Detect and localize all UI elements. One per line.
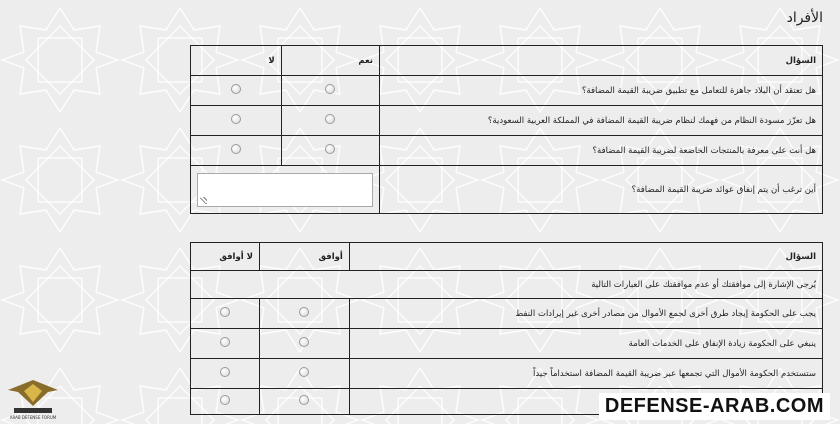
agree-radio[interactable] [299, 367, 309, 377]
disagree-radio[interactable] [220, 367, 230, 377]
table-row [191, 166, 823, 214]
disagree-radio[interactable] [220, 307, 230, 317]
page-title: الأفراد [786, 10, 823, 26]
table-row [191, 106, 823, 136]
question-text: هل أنت على معرفة بالمنتجات الخاضعة لضريبة القيمة المضافة؟ [380, 136, 823, 166]
question-text: هل تعزّز مسودة النظام من فهمك لنظام ضريبة القيمة المضافة في المملكة العربية السعودية؟ [380, 106, 823, 136]
question-text: هل تعتقد أن البلاد جاهزة للتعامل مع تطبيق ضريبة القيمة المضافة؟ [380, 76, 823, 106]
agree-radio[interactable] [299, 337, 309, 347]
question-text: ستستخدم الحكومة الأموال التي تجمعها عبر ضريبة القيمة المضافة استخداماً جيداً [349, 359, 822, 389]
no-radio[interactable] [231, 144, 241, 154]
column-header-disagree: لا أوافق [191, 243, 260, 271]
survey-table-agree-disagree [190, 242, 823, 415]
disagree-radio[interactable] [220, 395, 230, 405]
table-row [191, 329, 823, 359]
column-header-question: السؤال [349, 243, 822, 271]
instruction-text: يُرجى الإشارة إلى موافقتك أو عدم موافقتك على العبارات التالية [191, 271, 823, 299]
column-header-question: السؤال [380, 46, 823, 76]
disagree-radio[interactable] [220, 337, 230, 347]
table-row [191, 299, 823, 329]
yes-radio[interactable] [325, 144, 335, 154]
no-radio[interactable] [231, 84, 241, 94]
column-header-yes: نعم [281, 46, 379, 76]
column-header-no: لا [191, 46, 282, 76]
agree-radio[interactable] [299, 307, 309, 317]
column-header-agree: أوافق [259, 243, 349, 271]
question-text: أين ترغب أن يتم إنفاق عوائد ضريبة القيمة المضافة؟ [380, 166, 823, 214]
site-watermark: DEFENSE-ARAB.COM [599, 393, 830, 420]
logo-caption: ARAB DEFENSE FORUM [9, 415, 57, 420]
no-radio[interactable] [231, 114, 241, 124]
table-row [191, 271, 823, 299]
survey-table-yes-no [190, 45, 823, 214]
forum-logo [4, 376, 62, 422]
table-row [191, 359, 823, 389]
table-row [191, 136, 823, 166]
yes-radio[interactable] [325, 114, 335, 124]
resize-grip-icon[interactable] [200, 197, 207, 204]
question-text: يجب على الحكومة إيجاد طرق أخرى لجمع الأموال من مصادر أخرى غير إيرادات النفط [349, 299, 822, 329]
agree-radio[interactable] [299, 395, 309, 405]
question-text: ينبغي على الحكومة زيادة الإنفاق على الخدمات العامة [349, 329, 822, 359]
table-row [191, 76, 823, 106]
yes-radio[interactable] [325, 84, 335, 94]
spending-answer-textarea[interactable] [197, 173, 373, 207]
